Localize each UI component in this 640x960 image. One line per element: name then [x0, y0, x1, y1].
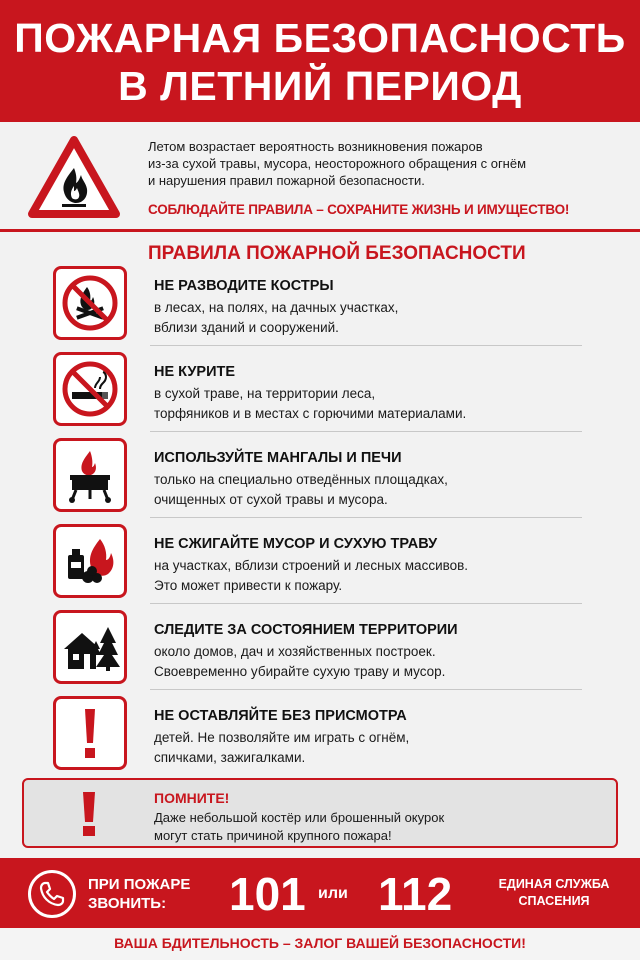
rule-description-line: около домов, дач и хозяйственных построек.: [154, 644, 436, 659]
call-label-line: ЗВОНИТЬ:: [88, 895, 167, 912]
rule-item: [0, 352, 640, 438]
remember-text: [154, 809, 594, 845]
remember-text-line: могут стать причиной крупного пожара!: [154, 828, 392, 843]
rule-title: НЕ РАЗВОДИТЕ КОСТРЫ: [154, 278, 334, 294]
rule-description-line: Своевременно убирайте сухую траву и мусор.: [154, 664, 446, 679]
section-divider: [0, 229, 640, 232]
emergency-number-112[interactable]: 112: [378, 868, 453, 920]
rule-description: [154, 556, 594, 596]
rescue-service-line: СПАСЕНИЯ: [518, 894, 590, 908]
rule-separator: [150, 431, 582, 432]
rescue-service-line: ЕДИНАЯ СЛУЖБА: [498, 877, 610, 891]
rule-title: НЕ СЖИГАЙТЕ МУСОР И СУХУЮ ТРАВУ: [154, 536, 438, 552]
fire-warning-triangle-icon: [26, 134, 122, 225]
intro-text: [148, 138, 618, 189]
rule-description-line: детей. Не позволяйте им играть с огнём,: [154, 730, 410, 745]
remember-box: [22, 778, 618, 848]
rule-title: НЕ ОСТАВЛЯЙТЕ БЕЗ ПРИСМОТРА: [154, 708, 407, 724]
rule-description-line: в сухой траве, на территории леса,: [154, 386, 376, 401]
rule-description: [154, 642, 594, 682]
rule-description-line: вблизи зданий и сооружений.: [154, 320, 339, 335]
footer-slogan: ВАША БДИТЕЛЬНОСТЬ – ЗАЛОГ ВАШЕЙ БЕЗОПАСНОСТИ!: [0, 926, 640, 960]
rescue-service-label: [486, 876, 622, 910]
rule-description: [154, 470, 594, 510]
emergency-number-101[interactable]: 101: [229, 868, 306, 920]
intro-text-line: и нарушения правил пожарной безопасности.: [148, 173, 425, 188]
intro-text-line: Летом возрастает вероятность возникновения пожаров: [148, 139, 483, 154]
rule-description-line: Это может привести к пожару.: [154, 578, 343, 593]
rule-separator: [150, 517, 582, 518]
exclamation-icon: [74, 790, 104, 843]
or-label: или: [318, 885, 348, 902]
remember-title: ПОМНИТЕ!: [154, 790, 230, 806]
rule-item: [0, 696, 640, 782]
header-title-line-1: ПОЖАРНАЯ БЕЗОПАСНОСТЬ: [14, 15, 626, 61]
intro-section: [0, 122, 640, 228]
rule-description-line: торфяников и в местах с горючими материалами.: [154, 406, 467, 421]
intro-text-line: из-за сухой травы, мусора, неосторожного обращения с огнём: [148, 156, 527, 171]
rule-description-line: на участках, вблизи строений и лесных массивов.: [154, 558, 469, 573]
house-trees-icon: [53, 610, 127, 684]
rule-description: [154, 728, 594, 768]
rule-description-line: в лесах, на полях, на дачных участках,: [154, 300, 399, 315]
rule-title: НЕ КУРИТЕ: [154, 364, 236, 380]
rule-description-line: спичками, зажигалками.: [154, 750, 306, 765]
rule-separator: [150, 345, 582, 346]
header-title-line-2: В ЛЕТНИЙ ПЕРИОД: [118, 63, 522, 109]
rule-description: [154, 298, 594, 338]
rule-item: [0, 610, 640, 696]
rule-title: СЛЕДИТЕ ЗА СОСТОЯНИЕМ ТЕРРИТОРИИ: [154, 622, 458, 638]
rules-title: ПРАВИЛА ПОЖАРНОЙ БЕЗОПАСНОСТИ: [148, 243, 526, 264]
burning-trash-icon: [53, 524, 127, 598]
no-campfire-icon: [53, 266, 127, 340]
rule-separator: [150, 689, 582, 690]
exclamation-icon: [53, 696, 127, 770]
rule-description: [154, 384, 594, 424]
poster-header: [0, 0, 640, 122]
intro-slogan: СОБЛЮДАЙТЕ ПРАВИЛА – СОХРАНИТЕ ЖИЗНЬ И ИМУЩЕСТВО!: [148, 202, 570, 217]
remember-text-line: Даже небольшой костёр или брошенный окурок: [154, 810, 445, 825]
rule-item: [0, 524, 640, 610]
grill-fire-icon: [53, 438, 127, 512]
no-smoking-icon: [53, 352, 127, 426]
rule-item: [0, 438, 640, 524]
rule-title: ИСПОЛЬЗУЙТЕ МАНГАЛЫ И ПЕЧИ: [154, 450, 402, 466]
rule-description-line: очищенных от сухой травы и мусора.: [154, 492, 388, 507]
call-label-line: ПРИ ПОЖАРЕ: [88, 876, 191, 893]
rule-separator: [150, 603, 582, 604]
rule-item: [0, 266, 640, 352]
rule-description-line: только на специально отведённых площадках,: [154, 472, 448, 487]
call-label: [88, 875, 190, 913]
phone-icon: [28, 870, 76, 918]
